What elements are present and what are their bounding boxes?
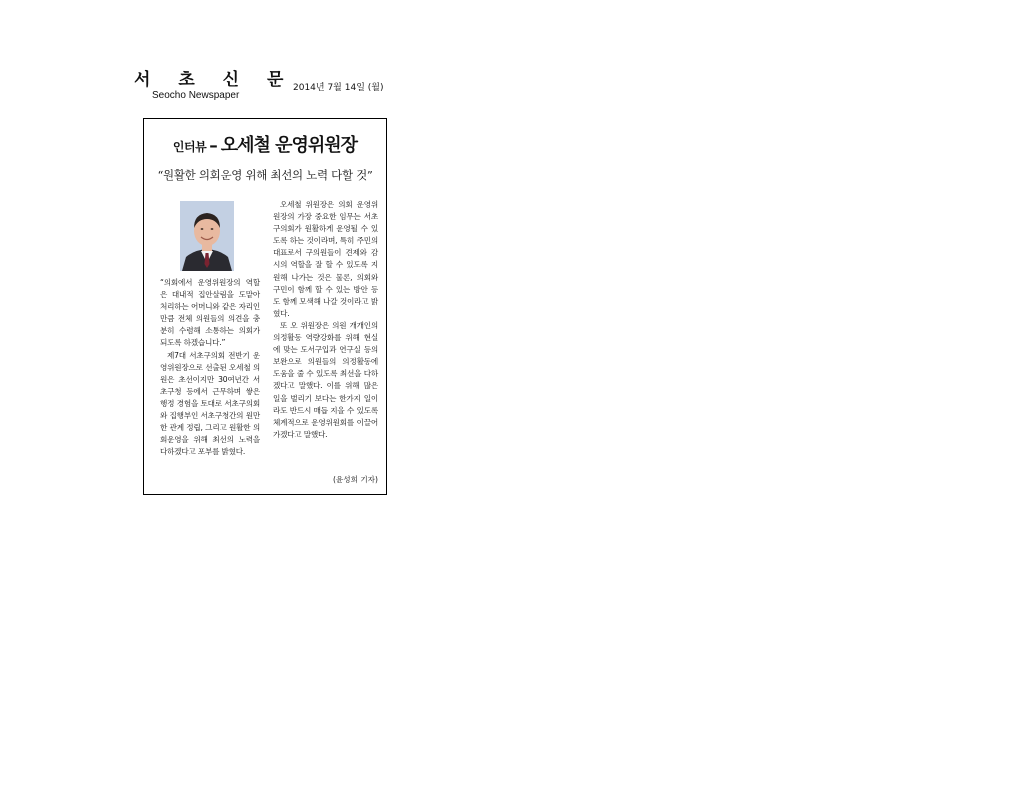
article-paragraph: 또 오 위원장은 의원 개개인의 의정활동 역량강화를 위해 현실에 맞는 도서구입과 연구실 등의 보완으로 의원들의 의정활동에 도움을 줄 수 있도록 최선을 다하겠다고 말했다. 이를 위해 많은 일을 벌리기 보다는 한가지 일이라도 반드시 매듭 지을 수 있도록 체계적으로 운영위원회를 이끌어 가겠다고 말했다.	[273, 320, 378, 439]
portrait-photo	[180, 201, 234, 271]
headline-kicker: 인터뷰	[172, 140, 207, 154]
byline: (윤성희 기자)	[332, 475, 378, 484]
issue-date: 2014년 7월 14일 (월)	[293, 83, 384, 93]
article-column-left	[160, 277, 260, 458]
headline-dash: –	[209, 136, 218, 156]
subheadline: “원활한 의회운영 위해 최선의 노력 다할 것”	[157, 168, 373, 182]
article-box	[143, 118, 387, 495]
headline	[144, 133, 386, 160]
masthead-title: 서 초 신 문	[134, 70, 295, 90]
article-paragraph: 오세철 위원장은 의회 운영위원장의 가장 중요한 임무는 서초구의회가 원활하게 운영될 수 있도록 하는 것이라며, 특히 주민의 대표로서 구의원들이 견제와 감시의 역할을 잘 할 수 있도록 지원해 나가는 것은 물론, 의회와 구민이 함께 할 수 있는 방안 등도 함께 모색해 나갈 것이라고 밝혔다.	[273, 200, 378, 318]
article-column-right	[273, 199, 378, 441]
portrait-illustration	[180, 201, 234, 271]
article-paragraph: 제7대 서초구의회 전반기 운영위원장으로 선출된 오세철 의원은 초선이지만 30여년간 서초구청 등에서 근무하며 쌓은 행정 경험을 토대로 서초구의회와 집행부인 서초구청간의 원만한 관계 정립, 그리고 원활한 의회운영을 위해 최선의 노력을 다하겠다고 포부를 밝혔다.	[160, 350, 260, 457]
article-paragraph: “의회에서 운영위원장의 역할은 대내적 집안살림을 도맡아 처리하는 어머니와 같은 자리인 만큼 전체 의원들의 의견을 충분히 수렴해 소통하는 의회가 되도록 하겠습니다.”	[160, 278, 260, 348]
headline-main: 오세철 운영위원장	[220, 135, 358, 156]
masthead-subtitle: Seocho Newspaper	[152, 90, 240, 101]
